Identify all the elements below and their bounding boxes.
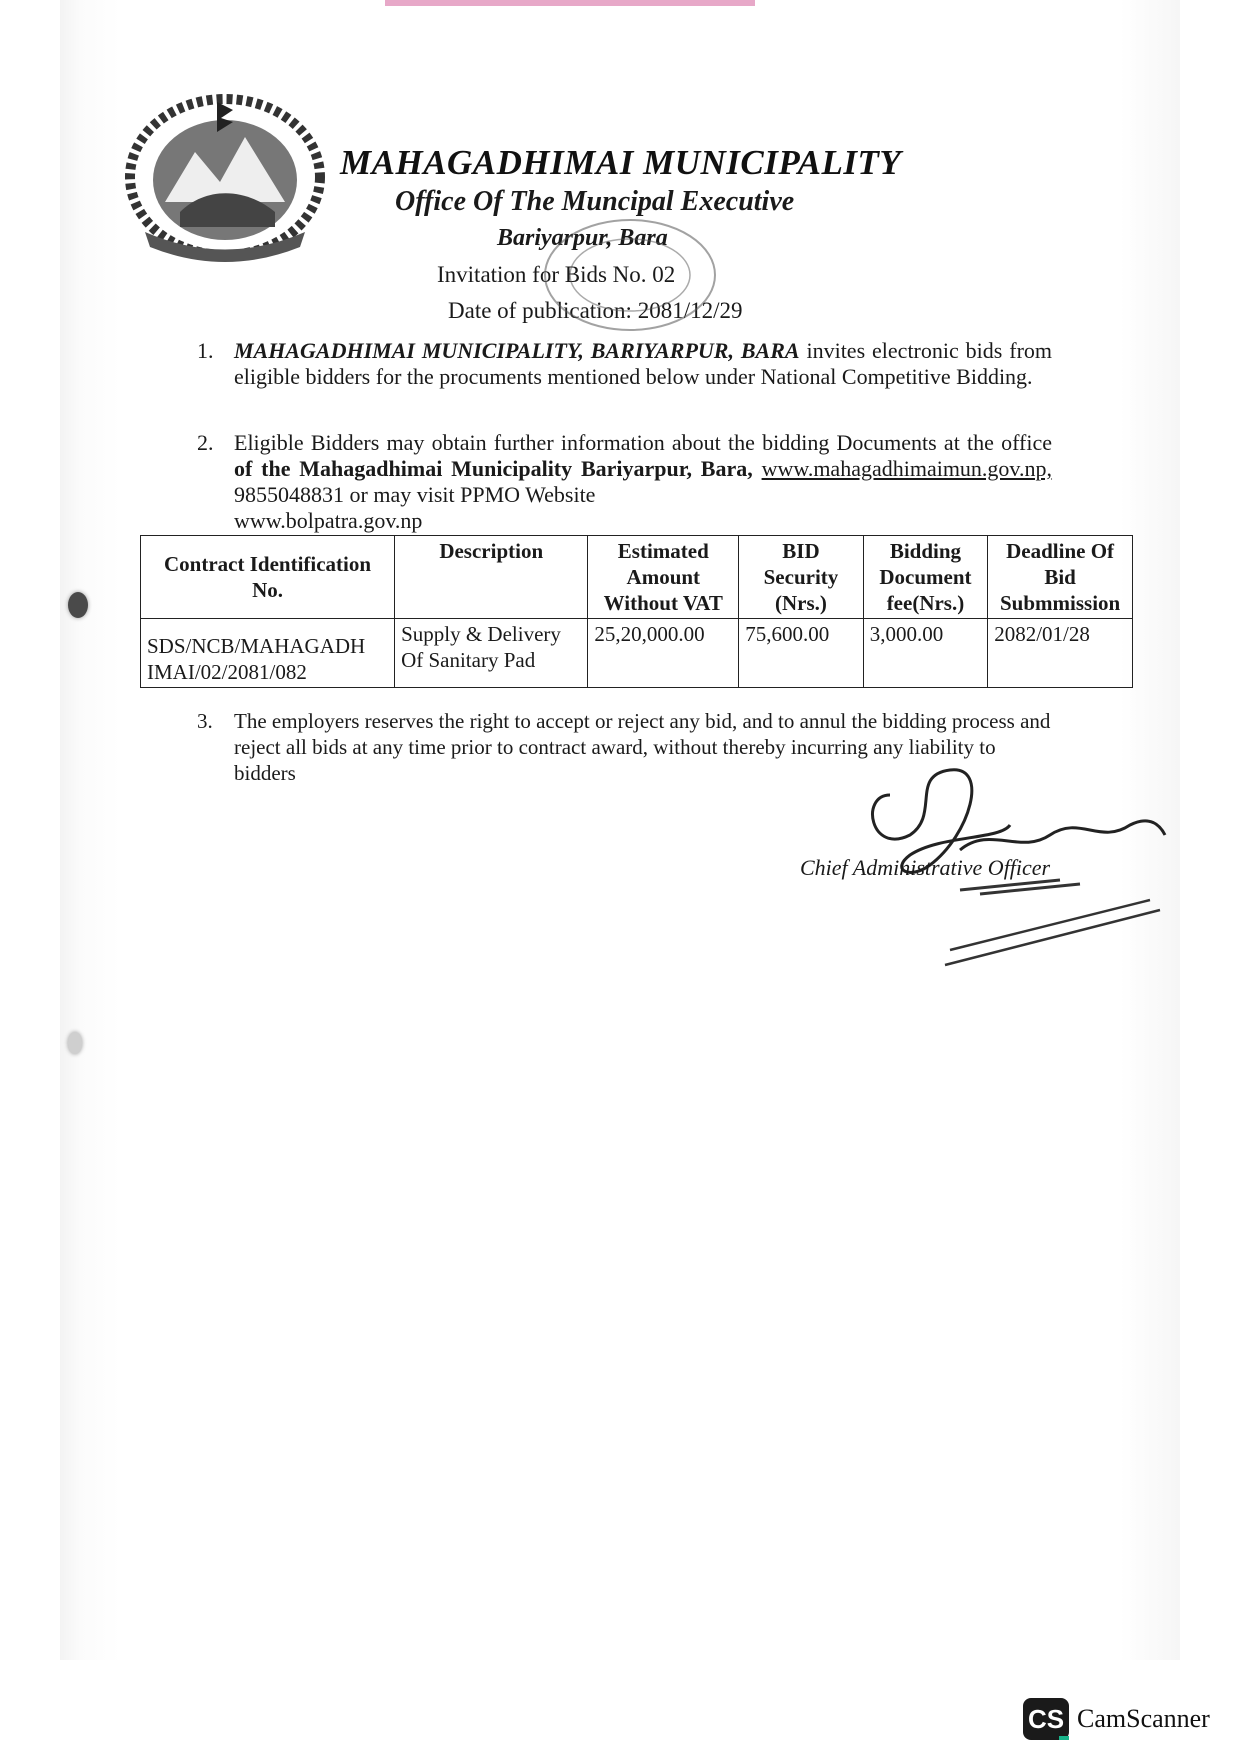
paragraph-2 xyxy=(197,430,1052,534)
table-cell: SDS/NCB/MAHAGADH IMAI/02/2081/082 xyxy=(141,619,395,688)
municipality-title: MAHAGADHIMAI MUNICIPALITY xyxy=(340,143,902,182)
paragraph-text: Eligible Bidders may obtain further information about the bidding Documents at the office xyxy=(234,430,1052,455)
column-header: Deadline Of Bid Submmission xyxy=(988,536,1133,619)
municipality-name-inline: MAHAGADHIMAI MUNICIPALITY, BARIYARPUR, BARA xyxy=(234,338,800,363)
bid-number: Invitation for Bids No. 02 xyxy=(437,262,676,287)
table-cell: 75,600.00 xyxy=(739,619,864,688)
table-cell: 25,20,000.00 xyxy=(588,619,739,688)
punch-hole xyxy=(68,1032,82,1054)
table-header-row xyxy=(141,536,1133,619)
paragraph-1 xyxy=(197,338,1052,390)
table-cell: 3,000.00 xyxy=(863,619,988,688)
paragraph-text: 9855048831 or may visit PPMO Website xyxy=(234,482,596,507)
paragraph-text: invites electronic bids from eligible bidders for the procuments mentioned below under National Competitive Bidding. xyxy=(234,338,1053,389)
ppmo-website-link[interactable]: www.bolpatra.gov.np xyxy=(234,508,423,533)
camscanner-brand: CamScanner xyxy=(1077,1704,1210,1733)
item-number: 2. xyxy=(197,430,214,455)
column-header: BID Security (Nrs.) xyxy=(739,536,864,619)
column-header: Bidding Document fee(Nrs.) xyxy=(863,536,988,619)
pink-tab xyxy=(385,0,755,6)
column-header: Estimated Amount Without VAT xyxy=(588,536,739,619)
nepal-emblem-icon xyxy=(125,92,325,262)
municipality-website-link[interactable]: www.mahagadhimaimun.gov.np, xyxy=(761,456,1053,481)
office-address: of the Mahagadhimai Municipality Bariyarpur, Bara, xyxy=(234,456,753,481)
office-stamp-icon xyxy=(530,215,730,345)
name-stamp-icon xyxy=(940,870,1170,980)
camscanner-logo-icon: CS xyxy=(1023,1698,1069,1740)
item-number: 3. xyxy=(197,709,213,733)
publication-date: Date of publication: 2081/12/29 xyxy=(448,298,743,323)
punch-hole xyxy=(68,592,88,618)
office-subtitle: Office Of The Muncipal Executive xyxy=(395,186,795,217)
table-row xyxy=(141,619,1133,688)
signatory-title: Chief Administrative Officer xyxy=(800,855,1051,880)
table-cell: Supply & Delivery Of Sanitary Pad xyxy=(395,619,588,688)
bids-table xyxy=(140,535,1133,688)
column-header: Description xyxy=(395,536,588,619)
location-text: Bariyarpur, Bara xyxy=(497,225,668,251)
paragraph-text: The employers reserves the right to accept or reject any bid, and to annul the bidding process and reject all bids at any time prior to contract award, without thereby incurring any liability to bidders xyxy=(234,709,1051,785)
table-cell: 2082/01/28 xyxy=(988,619,1133,688)
item-number: 1. xyxy=(197,338,214,363)
column-header: Contract Identification No. xyxy=(141,536,395,619)
